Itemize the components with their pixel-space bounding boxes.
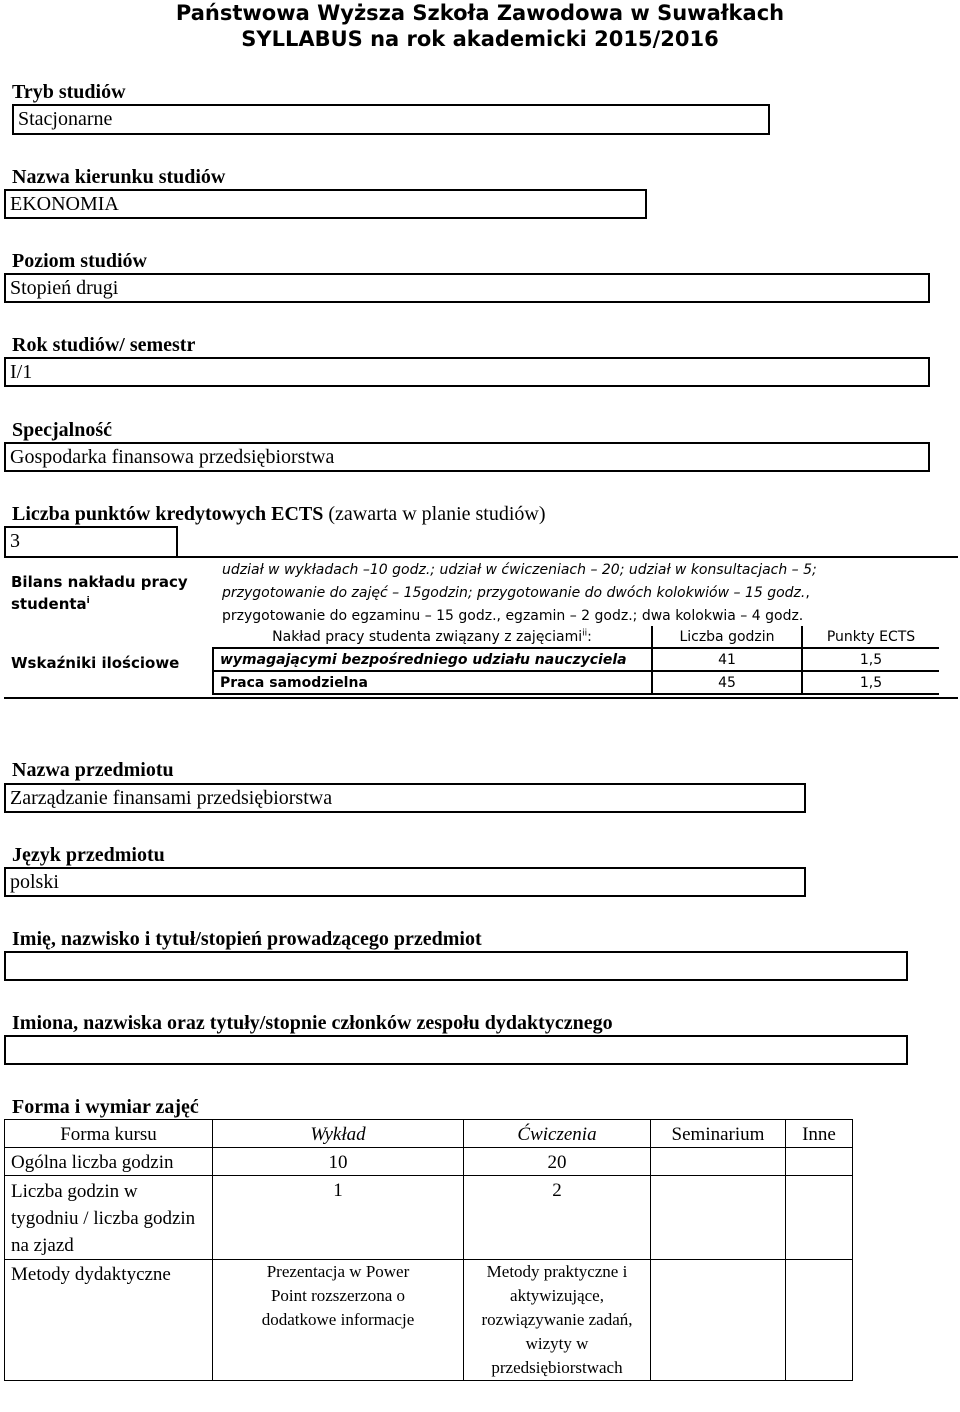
footnote-i[interactable]: i: [86, 596, 90, 606]
ects-field[interactable]: 3: [4, 526, 178, 558]
rok-label: Rok studiów/ semestr: [12, 334, 196, 356]
bilans-description: [222, 559, 952, 628]
kierunek-label: Nazwa kierunku studiów: [12, 166, 226, 188]
specjalnosc-field[interactable]: Gospodarka finansowa przedsiębiorstwa: [4, 442, 930, 472]
table-row: [5, 1260, 853, 1381]
cell-seminarium: [651, 1260, 786, 1381]
tryb-field[interactable]: Stacjonarne: [12, 104, 770, 135]
rok-field[interactable]: I/1: [4, 357, 930, 387]
row-label: Metody dydaktyczne: [5, 1260, 213, 1381]
prowadzacy-field[interactable]: [4, 951, 908, 981]
nazwa-przedmiotu-label: Nazwa przedmiotu: [12, 759, 174, 781]
row-name: Praca samodzielna: [213, 671, 652, 694]
table-row: [5, 1148, 853, 1176]
row-ects: 1,5: [802, 671, 939, 694]
ects-label-main: Liczba punktów kredytowych ECTS: [12, 503, 324, 525]
wskazniki-header: Nakład pracy studenta związany z zajęciami$^{ii}$:: [213, 626, 652, 648]
row-label: Liczba godzin w tygodniu / liczba godzin na zjazd: [5, 1176, 213, 1260]
forma-header-row: [5, 1120, 853, 1148]
cell-inne: [786, 1260, 853, 1381]
col-hours-header: Liczba godzin: [652, 626, 802, 648]
cell-inne: [786, 1148, 853, 1176]
bilans-line-3: przygotowanie do egzaminu – 15 godz., egzamin – 2 godz.; dwa kolokwia – 4 godz.: [222, 608, 804, 624]
wskazniki-header-row: [213, 626, 939, 648]
table-row: [213, 671, 939, 694]
specjalnosc-label: Specjalność: [12, 419, 112, 441]
wskazniki-label: Wskaźniki ilościowe: [11, 654, 180, 672]
footnote-ii[interactable]: ii: [582, 627, 588, 638]
nazwa-przedmiotu-field[interactable]: Zarządzanie finansami przedsiębiorstwa: [4, 783, 806, 813]
jezyk-field[interactable]: polski: [4, 867, 806, 897]
row-label: Ogólna liczba godzin: [5, 1148, 213, 1176]
bilans-label-text: studenta: [11, 595, 87, 613]
col-seminarium: Seminarium: [651, 1120, 786, 1148]
col-wyklad: Wykład: [213, 1120, 464, 1148]
bilans-label-2: [11, 594, 90, 614]
forma-table: [4, 1119, 853, 1381]
jezyk-label: Język przedmiotu: [12, 844, 165, 866]
syllabus-title: SYLLABUS na rok akademicki 2015/2016: [241, 27, 719, 51]
cell-cwiczenia: 2: [464, 1176, 651, 1260]
zespol-label: Imiona, nazwiska oraz tytuły/stopnie członków zespołu dydaktycznego: [12, 1012, 613, 1034]
cell-inne: [786, 1176, 853, 1260]
row-name: wymagającymi bezpośredniego udziału nauczyciela: [213, 648, 652, 671]
cell-cwiczenia: 20: [464, 1148, 651, 1176]
table-row: [5, 1176, 853, 1260]
bilans-line-2: przygotowanie do zajęć – 15godzin; przygotowanie do dwóch kolokwiów – 15 godz.,: [222, 585, 810, 601]
school-name: Państwowa Wyższa Szkoła Zawodowa w Suwałkach: [175, 1, 785, 25]
cell-wyklad: 10: [213, 1148, 464, 1176]
zespol-field[interactable]: [4, 1035, 908, 1065]
col-ects-header: Punkty ECTS: [802, 626, 939, 648]
cell-seminarium: [651, 1176, 786, 1260]
table-row: [213, 648, 939, 671]
row-hours: 45: [652, 671, 802, 694]
cell-wyklad: Prezentacja w Power Point rozszerzona o dodatkowe informacje: [213, 1260, 464, 1381]
cell-seminarium: [651, 1148, 786, 1176]
prowadzacy-label: Imię, nazwisko i tytuł/stopień prowadzącego przedmiot: [12, 928, 482, 950]
cell-wyklad: 1: [213, 1176, 464, 1260]
bilans-line-1: udział w wykładach –10 godz.; udział w ćwiczeniach – 20; udział w konsultacjach – 5;: [222, 562, 817, 578]
cell-cwiczenia: Metody praktyczne i aktywizujące, rozwiązywanie zadań, wizyty w przedsiębiorstwach: [464, 1260, 651, 1381]
tryb-label: Tryb studiów: [12, 81, 126, 103]
ects-label-note: (zawarta w planie studiów): [328, 503, 546, 525]
wskazniki-table: [212, 626, 939, 695]
row-ects: 1,5: [802, 648, 939, 671]
poziom-field[interactable]: Stopień drugi: [4, 273, 930, 303]
col-inne: Inne: [786, 1120, 853, 1148]
kierunek-field[interactable]: EKONOMIA: [4, 189, 647, 219]
ects-label: [12, 502, 546, 526]
forma-label: Forma i wymiar zajęć: [12, 1096, 199, 1118]
col-cwiczenia: Ćwiczenia: [464, 1120, 651, 1148]
col-forma-kursu: Forma kursu: [5, 1120, 213, 1148]
poziom-label: Poziom studiów: [12, 250, 147, 272]
row-hours: 41: [652, 648, 802, 671]
bilans-label: Bilans nakładu pracy: [11, 573, 188, 591]
